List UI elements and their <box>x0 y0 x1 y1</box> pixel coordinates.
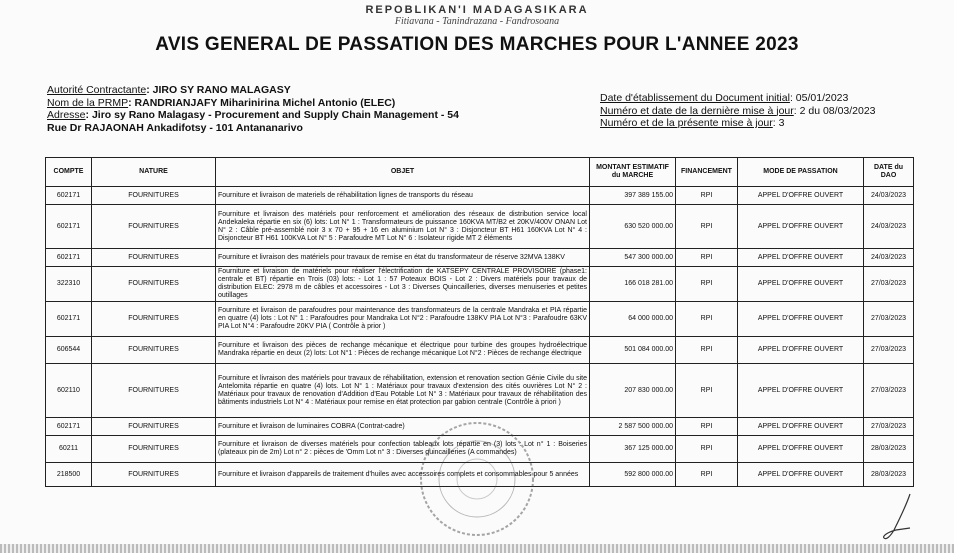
signature-mark <box>880 492 920 542</box>
cell-date: 28/03/2023 <box>864 436 914 463</box>
cell-compte: 606544 <box>46 337 92 364</box>
cell-mode: APPEL D'OFFRE OUVERT <box>738 187 864 205</box>
republic-name: REPOBLIKAN'I MADAGASIKARA <box>365 4 589 16</box>
table-row <box>46 302 914 337</box>
cell-mode: APPEL D'OFFRE OUVERT <box>738 364 864 418</box>
cell-mode: APPEL D'OFFRE OUVERT <box>738 267 864 302</box>
cell-nature: FOURNITURES <box>92 205 216 249</box>
page-title: AVIS GENERAL DE PASSATION DES MARCHES POUR L'ANNEE 2023 <box>155 34 799 55</box>
cell-compte: 602171 <box>46 187 92 205</box>
cell-financement: RPI <box>676 436 738 463</box>
cell-nature: FOURNITURES <box>92 418 216 436</box>
cell-objet: Fourniture et livraison de diverses matériels pour confection tableaux lots répartie en (3) lots : Lot n° 1 : Boiseries (plateaux pin de 2m) Lot n° 2 : pièces de 'Omm Lot n° 3 : Diverses quincailleries (A commandes) <box>216 436 590 463</box>
cell-date: 27/03/2023 <box>864 337 914 364</box>
autorite-label: Autorité Contractante <box>47 84 147 96</box>
scan-footer-strip <box>0 544 954 553</box>
cell-compte: 602171 <box>46 205 92 249</box>
table-row <box>46 187 914 205</box>
cell-montant: 397 389 155.00 <box>590 187 676 205</box>
cell-nature: FOURNITURES <box>92 364 216 418</box>
table-row <box>46 249 914 267</box>
cell-nature: FOURNITURES <box>92 463 216 487</box>
cell-nature: FOURNITURES <box>92 302 216 337</box>
cell-financement: RPI <box>676 418 738 436</box>
cell-financement: RPI <box>676 364 738 418</box>
cell-objet: Fourniture et livraison des matériels pour travaux de réhabilitation, extension et renovation section Génie Civile du site Antelomita répartie en quatre (4) lots. Lot N° 1 : Matériaux pour travaux d'extension des cités ouvrières Lot N° 2 : Matériaux pour travaux de renovation d'Addition d'Eau Potable Lot N° 3 : Matériaux pour travaux de réhabilitation des bâtiments industriels Lot N° 4 : Matériaux pour remise en état protection par gabion centrale (Contrôle à priori ) <box>216 364 590 418</box>
header-financement: FINANCEMENT <box>676 158 738 187</box>
cell-montant: 501 084 000.00 <box>590 337 676 364</box>
cell-mode: APPEL D'OFFRE OUVERT <box>738 205 864 249</box>
cell-financement: RPI <box>676 187 738 205</box>
cell-financement: RPI <box>676 249 738 267</box>
cell-nature: FOURNITURES <box>92 337 216 364</box>
table-row <box>46 267 914 302</box>
cell-compte: 322310 <box>46 267 92 302</box>
cell-mode: APPEL D'OFFRE OUVERT <box>738 436 864 463</box>
header-montant: MONTANT ESTIMATIF du MARCHE <box>590 158 676 187</box>
cell-objet: Fourniture et livraison de luminaires COBRA (Contrat-cadre) <box>216 418 590 436</box>
cell-date: 27/03/2023 <box>864 364 914 418</box>
cell-financement: RPI <box>676 337 738 364</box>
cell-nature: FOURNITURES <box>92 267 216 302</box>
date-value: : 05/01/2023 <box>789 92 849 104</box>
table-row <box>46 205 914 249</box>
cell-financement: RPI <box>676 267 738 302</box>
contracting-authority-info <box>47 84 459 134</box>
cell-compte: 602171 <box>46 302 92 337</box>
cell-date: 27/03/2023 <box>864 267 914 302</box>
presente-value: : 3 <box>772 117 785 129</box>
adresse-label: Adresse <box>47 109 86 121</box>
cell-montant: 592 800 000.00 <box>590 463 676 487</box>
cell-nature: FOURNITURES <box>92 249 216 267</box>
autorite-value: : JIRO SY RANO MALAGASY <box>146 84 291 96</box>
cell-montant: 166 018 281.00 <box>590 267 676 302</box>
cell-objet: Fourniture et livraison de matériels pour réaliser l'électrification de KATSEPY CENTRALE PROVISOIRE (phase1: centrale et BT) répartie en Trois (03) lots: - Lot 1 : 57 Poteaux BOIS - Lot 2 : Divers matériels pour travaux de distribution ELEC: 2978 m de câbles et accessoires - Lot 3 : Diverses Quincailleries, diverses menuiseries et petites outillages <box>216 267 590 302</box>
cell-compte: 602171 <box>46 249 92 267</box>
cell-objet: Fourniture et livraison de parafoudres pour maintenance des transformateurs de la centrale Mandraka et PIA répartie en quatre (4) lots : Lot N° 1 : Parafoudres pour Mandraka Lot N°2 : Parafoudre 138KV PIA Lot N°3 : Parafoudre 63KV PIA Lot N°4 : Parafoudre 20KV PIA ( Contrôle à prior ) <box>216 302 590 337</box>
cell-compte: 218500 <box>46 463 92 487</box>
cell-objet: Fourniture et livraison des matériels pour travaux de remise en état du transformateur de réserve 32MVA 138KV <box>216 249 590 267</box>
header-compte: COMPTE <box>46 158 92 187</box>
presente-label: Numéro et de la présente mise à jour <box>600 117 773 129</box>
cell-nature: FOURNITURES <box>92 187 216 205</box>
cell-nature: FOURNITURES <box>92 436 216 463</box>
header-date: DATE du DAO <box>864 158 914 187</box>
cell-mode: APPEL D'OFFRE OUVERT <box>738 337 864 364</box>
cell-date: 28/03/2023 <box>864 463 914 487</box>
cell-montant: 64 000 000.00 <box>590 302 676 337</box>
cell-objet: Fourniture et livraison des pièces de rechange mécanique et électrique pour turbine des groupes hydroélectrique Mandraka répartie en deux (2) lots: Lot N°1 : Pièces de rechange mécanique Lot N°2 : Pièces de rechange électrique <box>216 337 590 364</box>
prmp-value: : RANDRIANJAFY Miharinirina Michel Antonio (ELEC) <box>128 96 396 109</box>
official-stamp <box>418 420 536 538</box>
header-mode: MODE DE PASSATION <box>738 158 864 187</box>
national-motto: Fitiavana - Tanindrazana - Fandrosoana <box>394 16 560 27</box>
prmp-line <box>47 97 459 110</box>
cell-montant: 630 520 000.00 <box>590 205 676 249</box>
cell-financement: RPI <box>676 205 738 249</box>
adresse-line-2 <box>47 122 459 135</box>
date-label: Date d'établissement du Document initial <box>600 92 790 104</box>
cell-montant: 207 830 000.00 <box>590 364 676 418</box>
maj-line <box>600 105 876 118</box>
cell-mode: APPEL D'OFFRE OUVERT <box>738 249 864 267</box>
cell-objet: Fourniture et livraison des matériels pour renforcement et amélioration des réseaux de distribution service local Andekaleka répartie en six (6) lots: Lot N° 1 : Transformateurs de puissance 160KVA MT/B2 et 20KV/400V ONAN Lot N° 2 : Câble pré-assemblé noir 3 x 70 + 95 + 16 en aluminium Lot N° 3 : Disjoncteur BT H61 160KVA Lot N° 4 : Disjoncteur BT H61 100KVA Lot N° 5 : Parafoudre MT Lot N° 6 : Isolateur rigide MT 2 éléments <box>216 205 590 249</box>
cell-financement: RPI <box>676 302 738 337</box>
cell-compte: 602171 <box>46 418 92 436</box>
cell-mode: APPEL D'OFFRE OUVERT <box>738 302 864 337</box>
cell-date: 27/03/2023 <box>864 302 914 337</box>
cell-date: 24/03/2023 <box>864 187 914 205</box>
cell-compte: 60211 <box>46 436 92 463</box>
cell-date: 24/03/2023 <box>864 249 914 267</box>
cell-montant: 367 125 000.00 <box>590 436 676 463</box>
maj-label: Numéro et date de la dernière mise à jour <box>600 104 794 117</box>
cell-montant: 547 300 000.00 <box>590 249 676 267</box>
date-line <box>600 92 876 105</box>
cell-compte: 602110 <box>46 364 92 418</box>
prmp-label: Nom de la PRMP <box>47 96 129 109</box>
cell-mode: APPEL D'OFFRE OUVERT <box>738 418 864 436</box>
cell-mode: APPEL D'OFFRE OUVERT <box>738 463 864 487</box>
adresse-line <box>47 109 459 122</box>
adresse-value: : Jiro sy Rano Malagasy - Procurement and Supply Chain Management - 54 <box>85 109 459 121</box>
table-header-row <box>46 158 914 187</box>
adresse-value-2: Rue Dr RAJAONAH Ankadifotsy - 101 Antananarivo <box>47 121 303 134</box>
cell-montant: 2 587 500 000.00 <box>590 418 676 436</box>
cell-financement: RPI <box>676 463 738 487</box>
document-dates-info <box>600 92 876 130</box>
cell-date: 27/03/2023 <box>864 418 914 436</box>
maj-value: : 2 du 08/03/2023 <box>793 104 876 117</box>
autorite-line <box>47 84 459 97</box>
cell-objet: Fourniture et livraison d'appareils de traitement d'huiles avec accessoires complets et consommables pour 5 années <box>216 463 590 487</box>
cell-objet: Fourniture et livraison de materiels de réhabilitation lignes de transports du réseau <box>216 187 590 205</box>
header-nature: NATURE <box>92 158 216 187</box>
cell-date: 24/03/2023 <box>864 205 914 249</box>
presente-line <box>600 117 876 130</box>
header-objet: OBJET <box>216 158 590 187</box>
table-row <box>46 337 914 364</box>
table-row <box>46 364 914 418</box>
